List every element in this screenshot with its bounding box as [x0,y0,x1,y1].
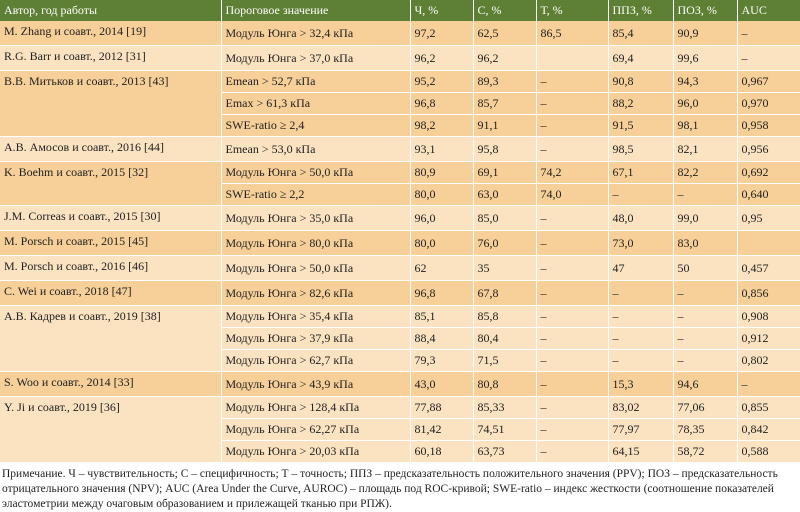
auc-cell: 0,842 [737,419,800,441]
specificity-cell: 74,51 [473,419,536,441]
specificity-cell: 62,5 [473,21,536,46]
table-body [0,21,800,463]
author-cell: R.G. Barr и соавт., 2012 [31] [0,46,221,71]
specificity-cell: 35 [473,256,536,281]
author-cell: Y. Ji и соавт., 2019 [36] [0,397,221,463]
specificity-cell: 89,3 [473,71,536,93]
author-cell: А.В. Амосов и соавт., 2016 [44] [0,137,221,162]
threshold-cell: Модуль Юнга > 62,7 кПа [221,350,410,372]
npv-cell: 50 [673,256,737,281]
auc-cell [737,231,800,256]
specificity-cell: 80,4 [473,328,536,350]
ppv-cell: 15,3 [608,372,673,397]
npv-cell: 94,3 [673,71,737,93]
table-row [0,162,800,184]
auc-cell: – [737,46,800,71]
threshold-cell: Модуль Юнга > 82,6 кПа [221,281,410,306]
ppv-cell: 67,1 [608,162,673,184]
ppv-cell: – [608,328,673,350]
sensitivity-cell: 98,2 [410,115,473,137]
accuracy-cell: – [536,419,608,441]
auc-cell: 0,692 [737,162,800,184]
specificity-cell: 76,0 [473,231,536,256]
auc-cell: – [737,372,800,397]
threshold-cell: Модуль Юнга > 37,9 кПа [221,328,410,350]
threshold-cell: Модуль Юнга > 62,27 кПа [221,419,410,441]
ppv-cell: 90,8 [608,71,673,93]
accuracy-cell: – [536,256,608,281]
table-header [0,0,800,21]
auc-cell: 0,802 [737,350,800,372]
auc-cell: 0,970 [737,93,800,115]
sensitivity-cell: 96,8 [410,93,473,115]
ppv-cell: 69,4 [608,46,673,71]
threshold-cell: Emax > 61,3 кПа [221,93,410,115]
specificity-cell: 85,7 [473,93,536,115]
sensitivity-cell: 95,2 [410,71,473,93]
sensitivity-cell: 43,0 [410,372,473,397]
specificity-cell: 63,73 [473,441,536,463]
accuracy-cell: – [536,281,608,306]
npv-cell: 99,0 [673,206,737,231]
author-cell: C. Wei и соавт., 2018 [47] [0,281,221,306]
header-specificity: С, % [473,0,536,21]
threshold-cell: Модуль Юнга > 80,0 кПа [221,231,410,256]
auc-cell: 0,855 [737,397,800,419]
sensitivity-cell: 77,88 [410,397,473,419]
sensitivity-cell: 96,8 [410,281,473,306]
author-cell: M. Porsch и соавт., 2016 [46] [0,256,221,281]
auc-cell: 0,958 [737,115,800,137]
author-cell: M. Porsch и соавт., 2015 [45] [0,231,221,256]
accuracy-cell: – [536,350,608,372]
header-ppv: ППЗ, % [608,0,673,21]
table-row [0,206,800,231]
npv-cell: 82,2 [673,162,737,184]
threshold-cell: Emean > 52,7 кПа [221,71,410,93]
table-row [0,397,800,419]
ppv-cell: – [608,306,673,328]
auc-cell: 0,95 [737,206,800,231]
sensitivity-cell: 96,2 [410,46,473,71]
accuracy-cell: – [536,93,608,115]
specificity-cell: 91,1 [473,115,536,137]
accuracy-cell: – [536,206,608,231]
accuracy-cell: 74,0 [536,184,608,206]
author-cell: А.В. Кадрев и соавт., 2019 [38] [0,306,221,372]
ppv-cell: 83,02 [608,397,673,419]
npv-cell: 98,1 [673,115,737,137]
threshold-cell: Emean > 53,0 кПа [221,137,410,162]
table-row [0,231,800,256]
author-cell: В.В. Митьков и соавт., 2013 [43] [0,71,221,137]
ppv-cell: 48,0 [608,206,673,231]
auc-cell: 0,912 [737,328,800,350]
table-row [0,256,800,281]
specificity-cell: 63,0 [473,184,536,206]
header-row [0,0,800,21]
sensitivity-cell: 88,4 [410,328,473,350]
header-sensitivity: Ч, % [410,0,473,21]
accuracy-cell: 86,5 [536,21,608,46]
accuracy-cell: – [536,441,608,463]
table-row [0,372,800,397]
ppv-cell: 47 [608,256,673,281]
ppv-cell: 88,2 [608,93,673,115]
author-cell: S. Woo и соавт., 2014 [33] [0,372,221,397]
sensitivity-cell: 80,0 [410,184,473,206]
npv-cell: – [673,328,737,350]
ppv-cell: 91,5 [608,115,673,137]
auc-cell: 0,967 [737,71,800,93]
ppv-cell: – [608,184,673,206]
ppv-cell: – [608,281,673,306]
accuracy-cell: – [536,372,608,397]
threshold-cell: Модуль Юнга > 35,4 кПа [221,306,410,328]
table-row [0,306,800,328]
ppv-cell: 77,97 [608,419,673,441]
threshold-cell: Модуль Юнга > 37,0 кПа [221,46,410,71]
table-row [0,71,800,93]
auc-cell: 0,908 [737,306,800,328]
auc-cell: – [737,21,800,46]
npv-cell: 77,06 [673,397,737,419]
ppv-cell: 73,0 [608,231,673,256]
author-cell: J.M. Correas и соавт., 2015 [30] [0,206,221,231]
sensitivity-cell: 80,0 [410,231,473,256]
threshold-cell: Модуль Юнга > 128,4 кПа [221,397,410,419]
sensitivity-cell: 93,1 [410,137,473,162]
auc-cell: 0,588 [737,441,800,463]
threshold-cell: Модуль Юнга > 43,9 кПа [221,372,410,397]
table-row [0,21,800,46]
specificity-cell: 85,33 [473,397,536,419]
sensitivity-cell: 97,2 [410,21,473,46]
npv-cell: 96,0 [673,93,737,115]
npv-cell: – [673,306,737,328]
accuracy-cell: – [536,115,608,137]
accuracy-cell: 74,2 [536,162,608,184]
threshold-cell: Модуль Юнга > 50,0 кПа [221,256,410,281]
npv-cell: 82,1 [673,137,737,162]
npv-cell: – [673,350,737,372]
header-accuracy: Т, % [536,0,608,21]
header-auc: AUC [737,0,800,21]
specificity-cell: 71,5 [473,350,536,372]
specificity-cell: 85,0 [473,206,536,231]
sensitivity-cell: 80,9 [410,162,473,184]
ppv-cell: 85,4 [608,21,673,46]
accuracy-cell [536,46,608,71]
threshold-cell: SWE-ratio ≥ 2,2 [221,184,410,206]
ppv-cell: – [608,350,673,372]
threshold-cell: Модуль Юнга > 20,03 кПа [221,441,410,463]
accuracy-cell: – [536,71,608,93]
ppv-cell: 98,5 [608,137,673,162]
ppv-cell: 64,15 [608,441,673,463]
sensitivity-cell: 96,0 [410,206,473,231]
npv-cell: 99,6 [673,46,737,71]
header-npv: ПОЗ, % [673,0,737,21]
header-threshold: Пороговое значение [221,0,410,21]
accuracy-cell: – [536,328,608,350]
specificity-cell: 67,8 [473,281,536,306]
auc-cell: 0,856 [737,281,800,306]
table-row [0,137,800,162]
npv-cell: 58,72 [673,441,737,463]
auc-cell: 0,640 [737,184,800,206]
sensitivity-cell: 85,1 [410,306,473,328]
specificity-cell: 85,8 [473,306,536,328]
specificity-cell: 95,8 [473,137,536,162]
sensitivity-cell: 81,42 [410,419,473,441]
header-author: Автор, год работы [0,0,221,21]
author-cell: M. Zhang и соавт., 2014 [19] [0,21,221,46]
table-row [0,46,800,71]
auc-cell: 0,956 [737,137,800,162]
accuracy-cell: – [536,231,608,256]
threshold-cell: Модуль Юнга > 50,0 кПа [221,162,410,184]
specificity-cell: 69,1 [473,162,536,184]
sensitivity-cell: 60,18 [410,441,473,463]
table-row [0,281,800,306]
npv-cell: 83,0 [673,231,737,256]
threshold-cell: Модуль Юнга > 32,4 кПа [221,21,410,46]
accuracy-cell: – [536,306,608,328]
npv-cell: 94,6 [673,372,737,397]
npv-cell: – [673,281,737,306]
auc-cell: 0,457 [737,256,800,281]
npv-cell: – [673,184,737,206]
accuracy-cell: – [536,137,608,162]
author-cell: K. Boehm и соавт., 2015 [32] [0,162,221,206]
threshold-cell: SWE-ratio ≥ 2,4 [221,115,410,137]
npv-cell: 90,9 [673,21,737,46]
npv-cell: 78,35 [673,419,737,441]
sensitivity-cell: 62 [410,256,473,281]
sensitivity-cell: 79,3 [410,350,473,372]
specificity-cell: 80,8 [473,372,536,397]
table-note: Примечание. Ч – чувствительность; С – специфичность; Т – точность; ППЗ – предсказательность положительного значения (PPV); ПОЗ – предсказательность отрицательного значения (NPV); AUC (Area Under the Curve, AUROC) – площадь под ROC-кривой; SWE-ratio – индекс жесткости (соотношение показателей эластометрии между очаговым образованием и прилежащей тканью при РПЖ). [2,468,778,510]
specificity-cell: 96,2 [473,46,536,71]
threshold-cell: Модуль Юнга > 35,0 кПа [221,206,410,231]
accuracy-cell: – [536,397,608,419]
